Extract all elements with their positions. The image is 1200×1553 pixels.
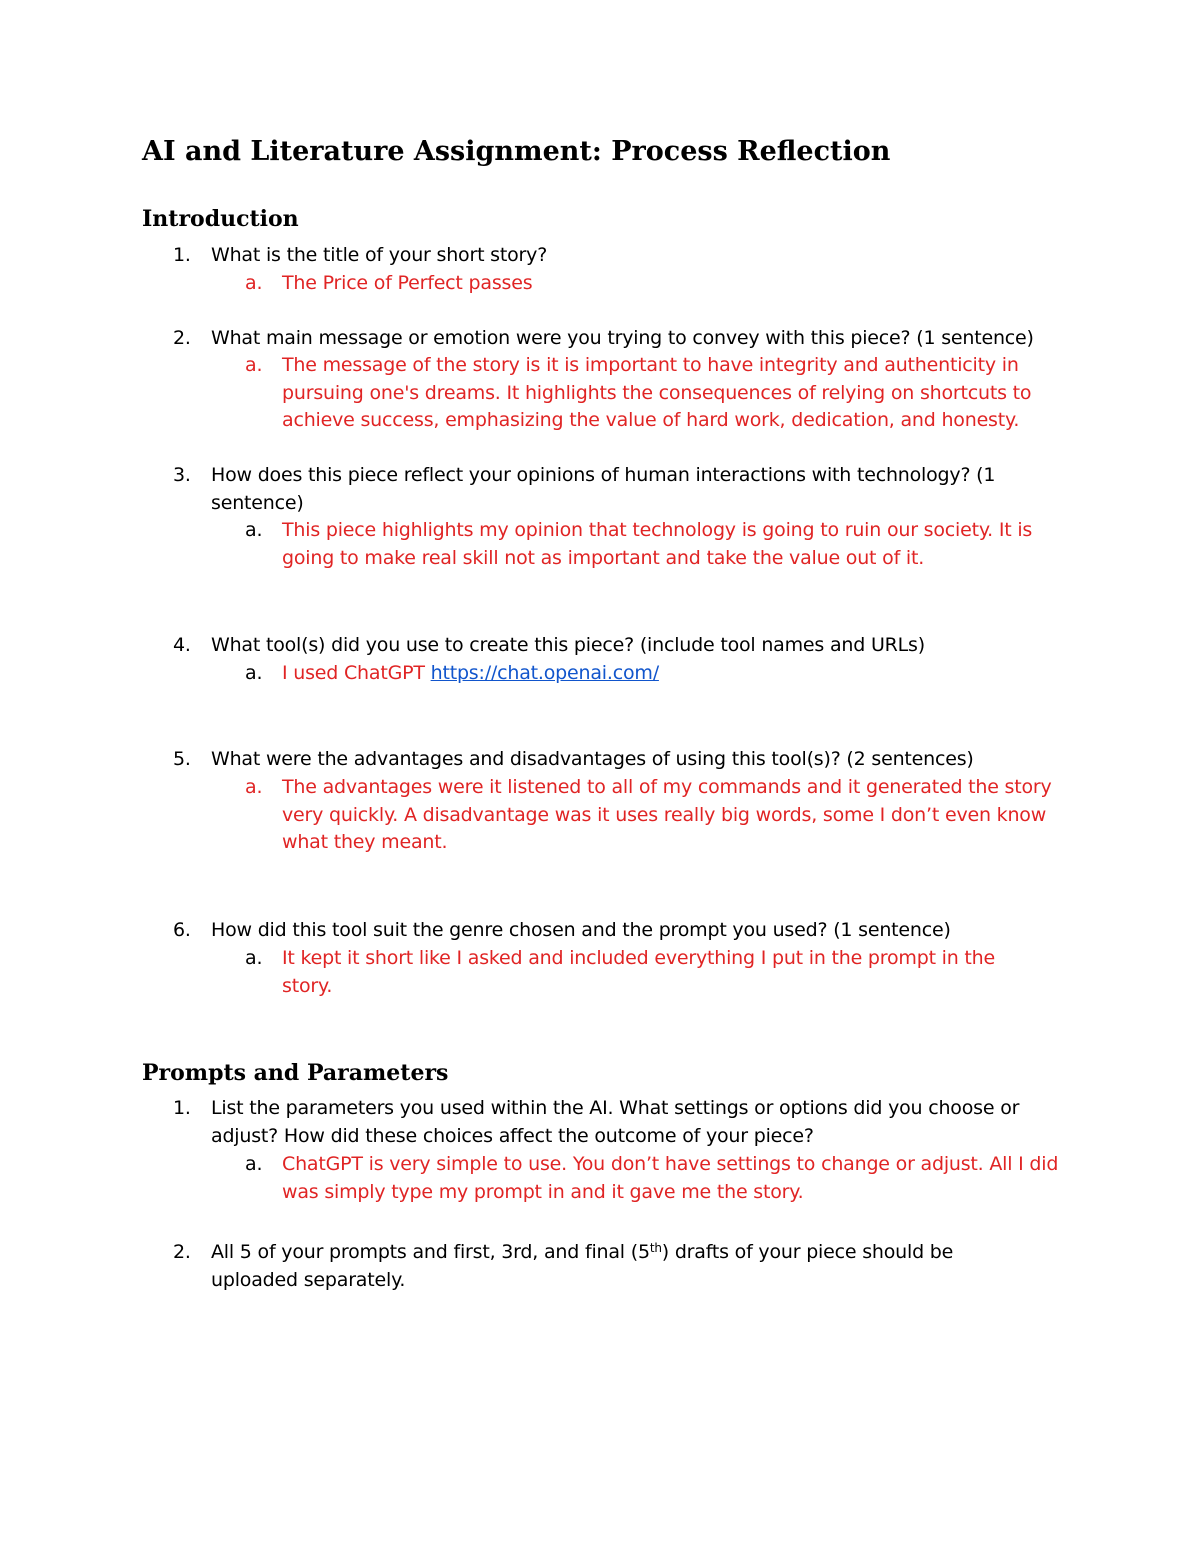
prompt-answer-1	[245, 1151, 1062, 1206]
question-text: How did this tool suit the genre chosen and the prompt you used? (1 sentence)	[211, 919, 951, 941]
question-text: List the parameters you used within the AI. What settings or options did you choose or adjust? How did these choices affect the outcome of your piece?	[211, 1097, 1020, 1147]
answer-letter: a.	[245, 662, 263, 684]
answer-4	[245, 660, 1072, 688]
question-number: 2.	[173, 1241, 191, 1263]
question-number: 6.	[173, 919, 191, 941]
answer-text: The advantages were it listened to all of my commands and it generated the story very quickly. A disadvantage was it uses really big words, some I don’t even know what they meant.	[282, 776, 1052, 853]
answer-2	[245, 352, 1057, 435]
question-text: What main message or emotion were you trying to convey with this piece? (1 sentence)	[211, 327, 1034, 349]
question-2	[173, 325, 1061, 353]
answer-letter: a.	[245, 272, 263, 294]
prompt-question-2	[173, 1239, 1001, 1294]
question-text: What tool(s) did you use to create this piece? (include tool names and URLs)	[211, 634, 925, 656]
question-1	[173, 242, 1061, 270]
answer-3	[245, 517, 1057, 572]
answer-letter: a.	[245, 519, 263, 541]
introduction-heading: Introduction	[142, 206, 299, 232]
answer-letter: a.	[245, 947, 263, 969]
answer-text: The message of the story is it is important to have integrity and authenticity in pursuing one's dreams. It highlights the consequences of relying on shortcuts to achieve success, emphasizing the value of hard work, dedication, and honesty.	[282, 354, 1032, 431]
answer-text: This piece highlights my opinion that technology is going to ruin our society. It is going to make real skill not as important and take the value out of it.	[282, 519, 1033, 569]
question-5	[173, 746, 1061, 774]
question-number: 3.	[173, 464, 191, 486]
question-text: How does this piece reflect your opinions of human interactions with technology? (1 sentence)	[211, 464, 996, 514]
answer-text: It kept it short like I asked and included everything I put in the prompt in the story.	[282, 947, 996, 997]
question-text-part1: All 5 of your prompts and first, 3rd, and final (5	[211, 1241, 650, 1263]
answer-1	[245, 270, 1072, 298]
question-text-part2: ) drafts of your piece should be uploaded separately.	[211, 1241, 954, 1291]
chatgpt-link[interactable]: https://chat.openai.com/	[430, 662, 659, 684]
answer-letter: a.	[245, 1153, 263, 1175]
question-number: 1.	[173, 1097, 191, 1119]
prompt-question-1	[173, 1095, 1061, 1150]
answer-text: I used ChatGPT	[282, 662, 425, 684]
answer-text: ChatGPT is very simple to use. You don’t have settings to change or adjust. All I did was simply type my prompt in and it gave me the story.	[282, 1153, 1059, 1203]
question-number: 2.	[173, 327, 191, 349]
question-3	[173, 462, 1041, 517]
document-title: AI and Literature Assignment: Process Reflection	[142, 136, 891, 167]
answer-text: The Price of Perfect passes	[282, 272, 533, 294]
ordinal-suffix: th	[649, 1241, 662, 1255]
question-4	[173, 632, 1061, 660]
answer-6	[245, 945, 1042, 1000]
question-text: What is the title of your short story?	[211, 244, 548, 266]
question-number: 5.	[173, 748, 191, 770]
question-number: 4.	[173, 634, 191, 656]
answer-letter: a.	[245, 354, 263, 376]
answer-5	[245, 774, 1062, 857]
answer-letter: a.	[245, 776, 263, 798]
question-6	[173, 917, 1061, 945]
question-text: What were the advantages and disadvantages of using this tool(s)? (2 sentences)	[211, 748, 974, 770]
prompts-heading: Prompts and Parameters	[142, 1060, 449, 1086]
question-number: 1.	[173, 244, 191, 266]
